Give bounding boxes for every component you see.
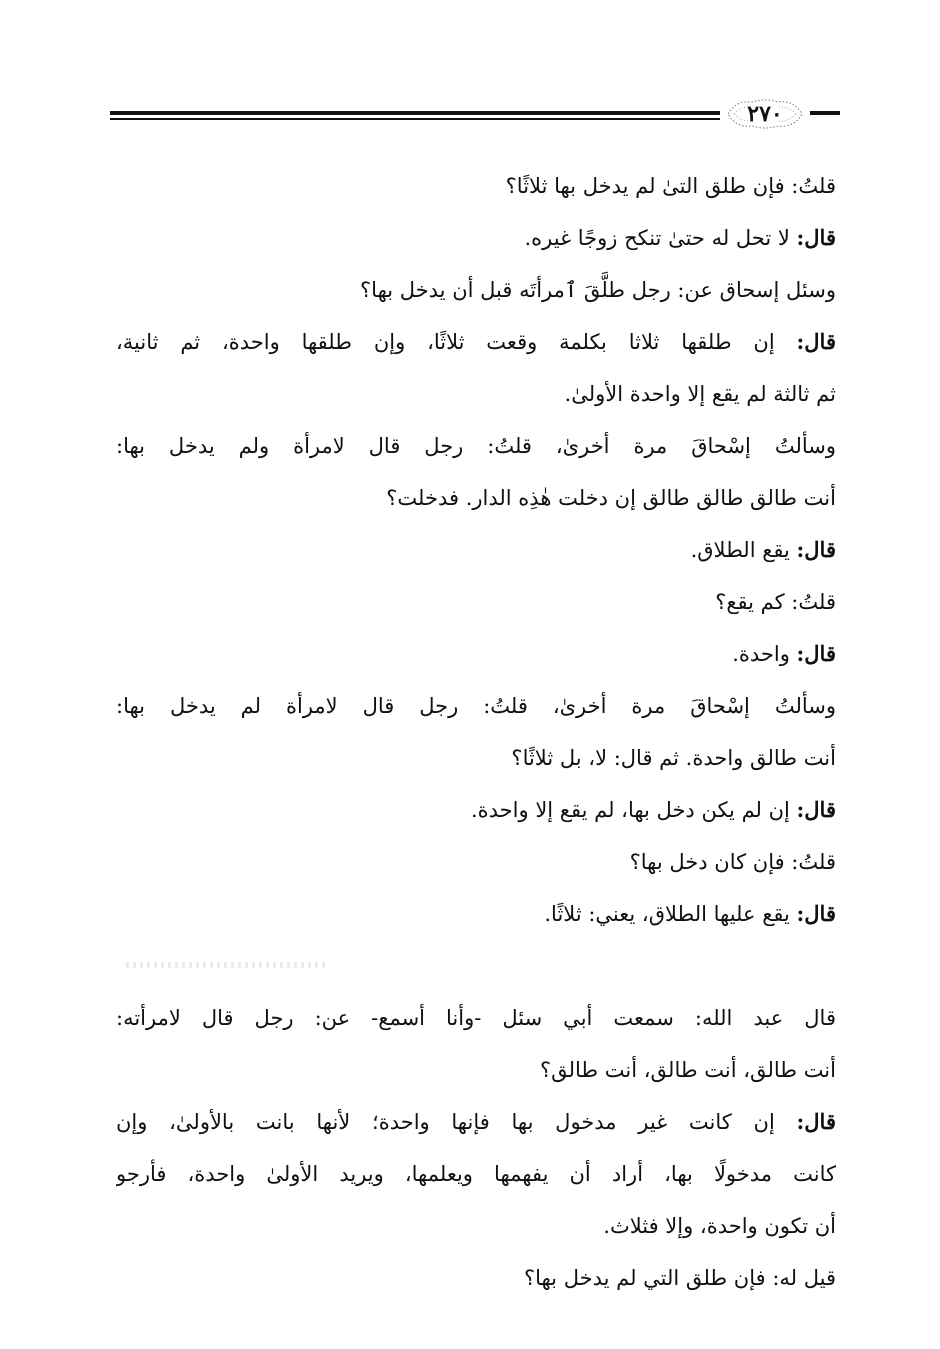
- speaker-label: قال:: [796, 329, 836, 354]
- text-line: قال: إن لم يكن دخل بها، لم يقع إلا واحدة.: [470, 797, 836, 822]
- text-line: قيل له: فإن طلق التي لم يدخل بها؟: [523, 1266, 836, 1290]
- header-rule-thin: [110, 118, 720, 120]
- speaker-label: قال:: [796, 901, 836, 926]
- text-line: ثم ثالثة لم يقع إلا واحدة الأولىٰ.: [564, 382, 836, 406]
- header-rule-thick: [110, 111, 720, 115]
- speaker-label: قال:: [796, 641, 836, 666]
- speaker-label: قال:: [796, 797, 836, 822]
- text-line: كانت مدخولًا بها، أراد أن يفهمها ويعلمها، ويريد الأولىٰ واحدة، فأرجو: [116, 1162, 836, 1186]
- text-line: قال: إن كانت غير مدخول بها فإنها واحدة؛ لأنها بانت بالأولىٰ، وإن: [116, 1109, 836, 1134]
- text-line: قال: إن طلقها ثلاثا بكلمة وقعت ثلاثًا، وإن طلقها واحدة، ثم ثانية،: [116, 329, 836, 354]
- text-line: أن تكون واحدة، وإلا فثلاث.: [603, 1214, 836, 1238]
- text-line: قال: لا تحل له حتىٰ تنكح زوجًا غيره.: [524, 225, 836, 250]
- bleed-through-mark: [126, 962, 326, 968]
- speaker-label: قال:: [796, 537, 836, 562]
- speaker-label: قال:: [796, 225, 836, 250]
- text-line: قلتُ: كم يقع؟: [715, 590, 836, 614]
- text-line: قال: واحدة.: [732, 641, 836, 666]
- text-line: وسألتُ إسْحاقَ مرة أخرىٰ، قلتُ: رجل قال لامرأة لم يدخل بها:: [116, 694, 836, 718]
- text-line: وسألتُ إسْحاقَ مرة أخرىٰ، قلتُ: رجل قال لامرأة ولم يدخل بها:: [116, 434, 836, 458]
- text-line: قلتُ: فإن طلق التىٰ لم يدخل بها ثلاثًا؟: [505, 174, 836, 198]
- text-line: أنت طالق واحدة. ثم قال: لا، بل ثلاثًا؟: [511, 746, 836, 770]
- header-rule-tail: [810, 111, 840, 115]
- section-gap: [116, 940, 836, 992]
- page-body: [116, 160, 836, 1304]
- text-line: أنت طالق، أنت طالق، أنت طالق؟: [539, 1058, 836, 1082]
- page-number: ٢٧٠: [747, 101, 783, 127]
- text-line: قلتُ: فإن كان دخل بها؟: [629, 850, 836, 874]
- text-line: وسئل إسحاق عن: رجل طلَّقَ ٱمرأتَه قبل أن يدخل بها؟: [360, 278, 836, 302]
- text-line: قال: يقع عليها الطلاق، يعني: ثلاثًا.: [544, 901, 836, 926]
- page-header: [110, 96, 840, 136]
- speaker-label: قال:: [796, 1109, 836, 1134]
- text-line: قال عبد الله: سمعت أبي سئل -وأنا أسمع- عن: رجل قال لامرأته:: [116, 1006, 836, 1030]
- text-line: أنت طالق طالق طالق إن دخلت هٰذِه الدار. فدخلت؟: [386, 486, 836, 510]
- text-line: قال: يقع الطلاق.: [690, 537, 836, 562]
- page-number-ornament: [722, 96, 808, 132]
